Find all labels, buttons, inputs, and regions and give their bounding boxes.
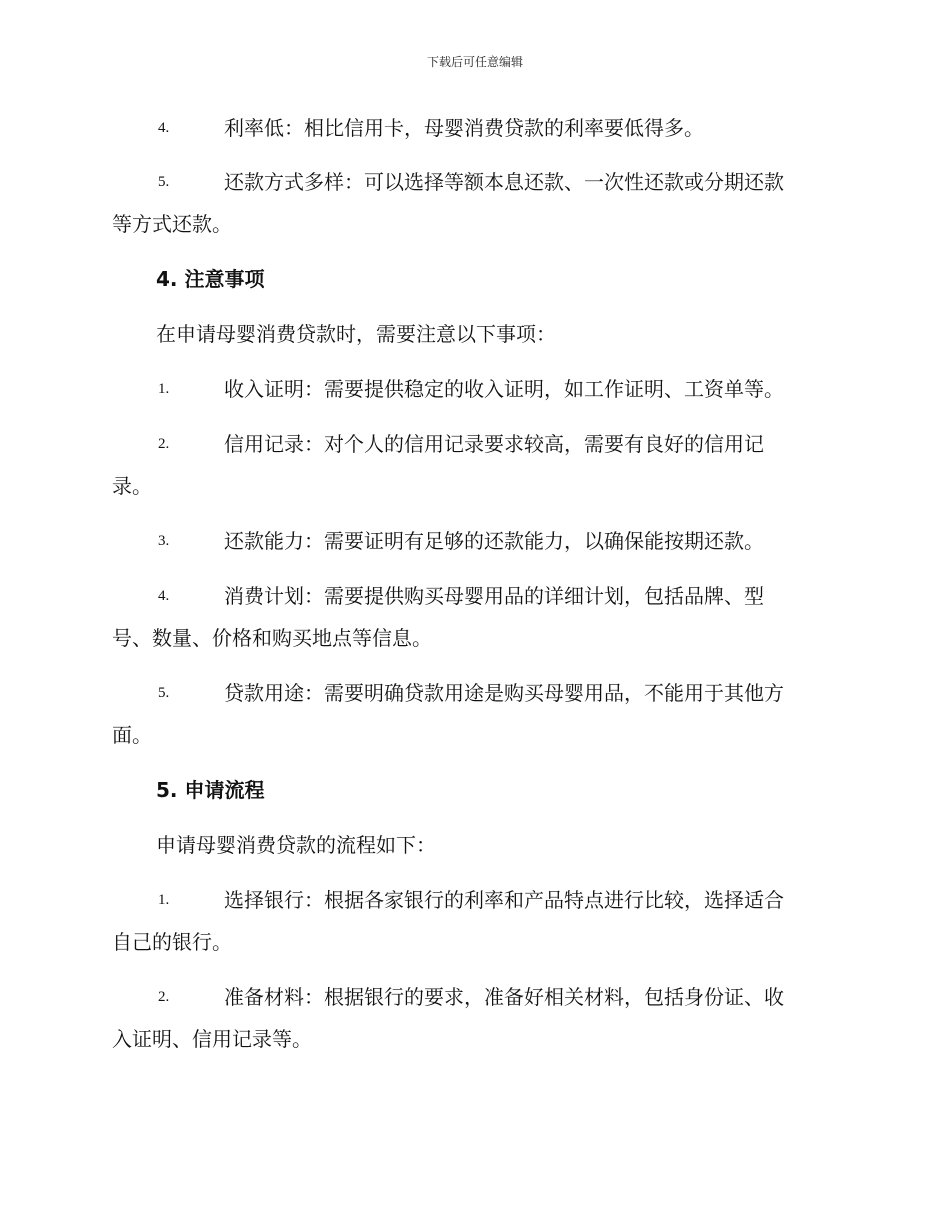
- list-number: 1.: [158, 892, 170, 908]
- list-item-continuation: 等方式还款。: [112, 212, 232, 236]
- section-heading: 5. 申请流程: [156, 778, 265, 802]
- list-number: 4.: [158, 588, 170, 604]
- list-number: 3.: [158, 533, 170, 549]
- list-item-continuation: 号、数量、价格和购买地点等信息。: [112, 626, 432, 650]
- list-item-continuation: 面。: [112, 723, 152, 747]
- list-item-text: 利率低：相比信用卡，母婴消费贷款的利率要低得多。: [224, 116, 704, 140]
- list-number: 5.: [158, 174, 170, 190]
- list-item-continuation: 录。: [112, 474, 152, 498]
- list-item-continuation: 自己的银行。: [112, 930, 232, 954]
- list-item-text: 选择银行：根据各家银行的利率和产品特点进行比较，选择适合: [224, 888, 784, 912]
- list-item-text: 还款能力：需要证明有足够的还款能力，以确保能按期还款。: [224, 529, 764, 553]
- list-number: 4.: [158, 120, 170, 136]
- list-number: 2.: [158, 989, 170, 1005]
- list-item-text: 贷款用途：需要明确贷款用途是购买母婴用品，不能用于其他方: [224, 681, 784, 705]
- list-number: 1.: [158, 381, 170, 397]
- list-item-text: 准备材料：根据银行的要求，准备好相关材料，包括身份证、收: [224, 985, 784, 1009]
- section-intro: 在申请母婴消费贷款时，需要注意以下事项：: [156, 322, 556, 346]
- page-header: 下载后可任意编辑: [426, 55, 523, 69]
- list-item-text: 消费计划：需要提供购买母婴用品的详细计划，包括品牌、型: [224, 584, 764, 608]
- list-number: 5.: [158, 685, 170, 701]
- list-item-text: 信用记录：对个人的信用记录要求较高，需要有良好的信用记: [224, 432, 764, 456]
- list-item-text: 收入证明：需要提供稳定的收入证明，如工作证明、工资单等。: [224, 377, 784, 401]
- list-number: 2.: [158, 436, 170, 452]
- section-heading: 4. 注意事项: [156, 267, 265, 291]
- section-intro: 申请母婴消费贷款的流程如下：: [156, 833, 436, 857]
- list-item-text: 还款方式多样：可以选择等额本息还款、一次性还款或分期还款: [224, 170, 784, 194]
- list-item-continuation: 入证明、信用记录等。: [112, 1027, 312, 1051]
